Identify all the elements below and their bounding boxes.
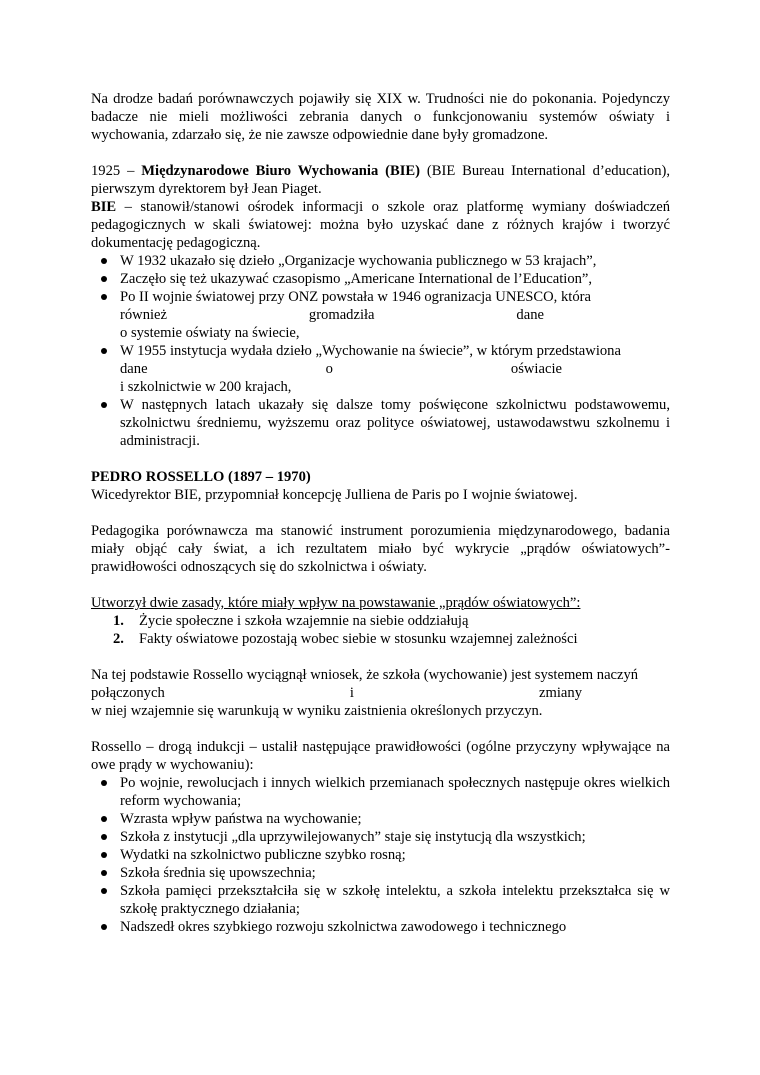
list-item-text: W 1955 instytucja wydała dzieło „Wychowanie na świecie”, w którym przedstawiona [120,343,621,359]
list-item [91,918,670,936]
word: połączonych [91,685,165,701]
list-item [91,882,670,918]
list-item [91,612,670,630]
bie-year: 1925 – [91,163,142,179]
list-item [91,252,670,270]
list-item-text: i szkolnictwie w 200 krajach, [120,379,292,395]
list-item-text: Szkoła średnia się upowszechnia; [120,865,316,881]
list-item-text: Życie społeczne i szkoła wzajemnie na siebie oddziałują [139,613,469,629]
list-item [91,774,670,810]
document-body [91,90,670,936]
regularities-list [91,774,670,936]
word: zmiany [539,685,582,701]
list-item [91,630,670,648]
list-item [91,846,670,864]
list-number: 1. [113,613,124,629]
list-item [91,828,670,846]
spread-line [91,684,670,702]
bie-description [91,198,670,252]
list-item-text: Po II wojnie światowej przy ONZ powstała w 1946 ogranizacja UNESCO, która [120,289,591,305]
word: gromadziła [308,307,375,323]
word: oświacie [510,361,562,377]
word: również [120,307,168,323]
list-item [91,864,670,882]
word: o [325,361,333,377]
rossello-intro: Wicedyrektor BIE, przypomniał koncepcję Julliena de Paris po I wojnie światowej. [91,487,578,503]
bie-name-rest: (BIE Bureau International d’education), pierwszym dyrektorem był Jean Piaget. [91,163,671,197]
list-item [91,396,670,450]
conclusion-paragraph [91,666,670,720]
list-item-text: W następnych latach ukazały się dalsze tomy poświęcone szkolnictwu podstawowemu, szkolnictwu średniemu, wyższemu oraz polityce oświatowej, ustawodawstwu szkolnemu i administracji. [120,397,670,449]
list-item-text: Szkoła z instytucji „dla uprzywilejowanych” staje się instytucją dla wszystkich; [120,829,586,845]
list-item [91,810,670,828]
list-item-text: Wydatki na szkolnictwo publiczne szybko rosną; [120,847,406,863]
bie-founding-paragraph [91,162,670,198]
bie-desc-text: – stanowił/stanowi ośrodek informacji o szkole oraz platformę wymiany doświadczeń pedagogicznych w skali światowej: można było uzyskać dane z różnych krajów i tworzyć dokumentację pedagogiczną. [91,199,670,251]
list-item-text: Szkoła pamięci przekształciła się w szkołę intelektu, a szkoła intelektu przekształca się w szkołę praktycznego działania; [120,883,670,917]
rules-heading-text: Utworzył dwie zasady, które miały wpływ na powstawanie „prądów oświatowych”: [91,595,581,611]
bie-publications-list [91,252,670,450]
spread-line [120,306,670,324]
bie-name: Międzynarodowe Biuro Wychowania (BIE) [141,163,421,179]
rules-heading [91,594,670,612]
induction-paragraph: Rossello – drogą indukcji – ustalił następujące prawidłowości (ogólne przyczyny wpływające na owe prądy w wychowaniu): [91,739,670,773]
list-item [91,288,670,342]
spread-line [120,360,670,378]
list-item [91,270,670,288]
list-item-text: o systemie oświaty na świecie, [120,325,300,341]
word: dane [120,361,148,377]
list-item-text: Wzrasta wpływ państwa na wychowanie; [120,811,362,827]
rules-list [91,612,670,648]
paragraph-line: Na tej podstawie Rossello wyciągnął wniosek, że szkoła (wychowanie) jest systemem naczyń [91,667,639,683]
comparative-pedagogy-paragraph: Pedagogika porównawcza ma stanowić instrument porozumienia międzynarodowego, badania miały objąć cały świat, a ich rezultatem miało być wykrycie „prądów oświatowych”- prawidłowości odnoszących się do szkolnictwa i oświaty. [91,523,670,575]
heading-text: PEDRO ROSSELLO (1897 – 1970) [91,469,311,485]
section-heading [91,468,670,486]
list-item-text: W 1932 ukazało się dzieło „Organizacje wychowania publicznego w 53 krajach”, [120,253,597,269]
list-item-text: Zaczęło się też ukazywać czasopismo „Americane International de l’Education”, [120,271,593,287]
intro-paragraph: Na drodze badań porównawczych pojawiły się XIX w. Trudności nie do pokonania. Pojedynczy badacze nie mieli możliwości zebrania danych o funkcjonowaniu systemów oświaty i wychowania, zdarzało się, że nie zawsze odpowiednie dane były gromadzone. [91,91,670,143]
paragraph-line: w niej wzajemnie się warunkują w wyniku zaistnienia określonych przyczyn. [91,703,543,719]
bie-abbr: BIE [91,199,117,215]
list-item [91,342,670,396]
word: dane [516,307,544,323]
list-item-text: Nadszedł okres szybkiego rozwoju szkolnictwa zawodowego i technicznego [120,919,567,935]
list-number: 2. [113,631,124,647]
list-item-text: Po wojnie, rewolucjach i innych wielkich przemianach społecznych następuje okres wielkich reform wychowania; [120,775,670,809]
word: i [349,685,354,701]
list-item-text: Fakty oświatowe pozostają wobec siebie w stosunku wzajemnej zależności [139,631,578,647]
